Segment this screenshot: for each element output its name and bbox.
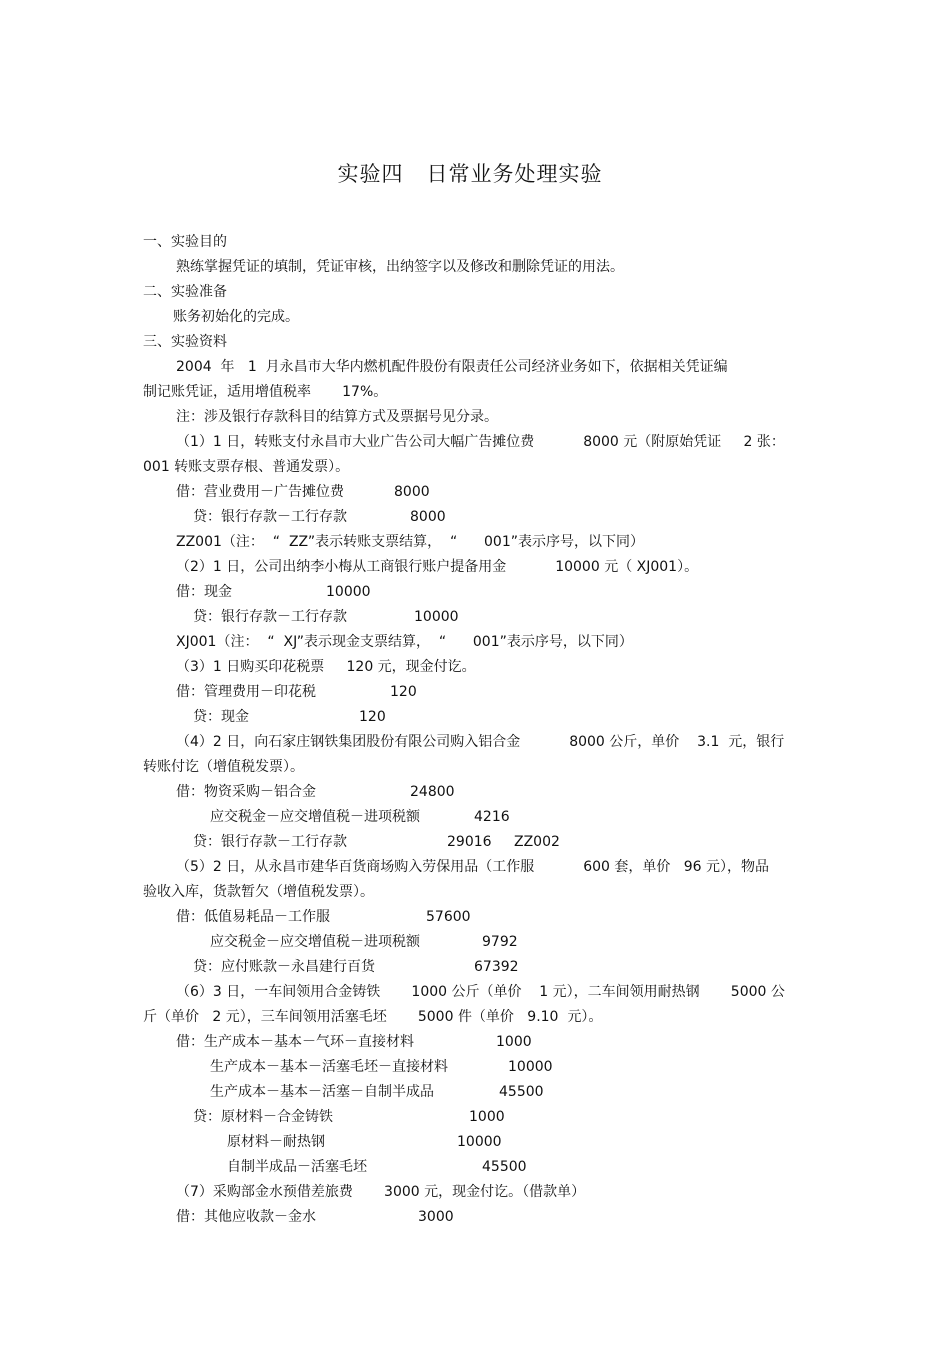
item-6-credit3-label: 自制半成品－活塞毛坯 [227, 1159, 367, 1175]
item-4-debit-label: 借：物资采购－铝合金 [176, 784, 316, 800]
item-4-credit-label: 贷：银行存款－工行存款 [193, 834, 347, 850]
page-title: 实验四 日常业务处理实验 [337, 162, 603, 186]
intro-note: 注：涉及银行存款科目的结算方式及票据号见分录。 [176, 409, 498, 425]
item-3-debit-amount: 120 [390, 684, 417, 700]
item-2-reference: XJ001（注： “ XJ”表示现金支票结算， “ 001”表示序号，以下同） [176, 634, 633, 650]
item-5-debit2-label: 应交税金－应交增值税－进项税额 [210, 934, 420, 950]
item-5-debit-amount: 57600 [426, 909, 471, 925]
item-6-debit3-label: 生产成本－基本－活塞－自制半成品 [210, 1084, 434, 1100]
item-4-credit-reference: ZZ002 [514, 834, 560, 850]
item-1-debit-label: 借：营业费用－广告摊位费 [176, 484, 344, 500]
item-4-debit2-label: 应交税金－应交增值税－进项税额 [210, 809, 420, 825]
item-7-debit-amount: 3000 [418, 1209, 454, 1225]
item-6-debit2-amount: 10000 [508, 1059, 553, 1075]
item-5-credit-amount: 67392 [474, 959, 519, 975]
item-6-debit2-label: 生产成本－基本－活塞毛坯－直接材料 [210, 1059, 448, 1075]
item-4-credit-amount: 29016 [447, 834, 492, 850]
item-6-credit2-label: 原材料－耐热钢 [227, 1134, 325, 1150]
item-5-debit2-amount: 9792 [482, 934, 518, 950]
section-heading-preparation: 二、实验准备 [143, 284, 227, 300]
item-6-credit2-amount: 10000 [457, 1134, 502, 1150]
item-2-line-1: （2）1 日，公司出纳李小梅从工商银行账户提备用金 10000 元（ XJ001）。 [176, 559, 699, 575]
item-7-line-1: （7）采购部金水预借差旅费 3000 元，现金付讫。（借款单） [176, 1184, 586, 1200]
intro-line-2: 制记账凭证，适用增值税率 17%。 [143, 384, 388, 400]
item-4-debit-amount: 24800 [410, 784, 455, 800]
item-2-debit-amount: 10000 [326, 584, 371, 600]
section-body-preparation: 账务初始化的完成。 [173, 309, 299, 325]
item-6-credit3-amount: 45500 [482, 1159, 527, 1175]
section-body-purpose: 熟练掌握凭证的填制，凭证审核，出纳签字以及修改和删除凭证的用法。 [176, 259, 624, 275]
item-1-credit-amount: 8000 [410, 509, 446, 525]
item-6-credit-label: 贷：原材料－合金铸铁 [193, 1109, 333, 1125]
intro-line-1: 2004 年 1 月永昌市大华内燃机配件股份有限责任公司经济业务如下，依据相关凭证编 [176, 359, 728, 375]
section-heading-materials: 三、实验资料 [143, 334, 227, 350]
item-3-credit-label: 贷：现金 [193, 709, 249, 725]
item-6-debit-label: 借：生产成本－基本－气环－直接材料 [176, 1034, 414, 1050]
item-6-debit3-amount: 45500 [499, 1084, 544, 1100]
item-1-credit-label: 贷：银行存款－工行存款 [193, 509, 347, 525]
item-3-debit-label: 借：管理费用－印花税 [176, 684, 316, 700]
item-1-line-2: 001 转账支票存根、普通发票）。 [143, 459, 350, 475]
item-6-line-2: 斤（单价 2 元），三车间领用活塞毛坯 5000 件（单价 9.10 元）。 [143, 1009, 603, 1025]
item-2-credit-label: 贷：银行存款－工行存款 [193, 609, 347, 625]
item-3-line-1: （3）1 日购买印花税票 120 元，现金付讫。 [176, 659, 476, 675]
item-6-credit-amount: 1000 [469, 1109, 505, 1125]
item-3-credit-amount: 120 [359, 709, 386, 725]
item-4-line-1: （4）2 日，向石家庄钢铁集团股份有限公司购入铝合金 8000 公斤，单价 3.1 元，银行 [176, 734, 785, 750]
item-5-debit-label: 借：低值易耗品－工作服 [176, 909, 330, 925]
item-5-line-1: （5）2 日，从永昌市建华百货商场购入劳保用品（工作服 600 套，单价 96 元），物品 [176, 859, 770, 875]
item-2-credit-amount: 10000 [414, 609, 459, 625]
item-1-line-1: （1）1 日，转账支付永昌市大业广告公司大幅广告摊位费 8000 元（附原始凭证 2 张： [176, 434, 785, 450]
item-4-debit2-amount: 4216 [474, 809, 510, 825]
item-7-debit-label: 借：其他应收款－金水 [176, 1209, 316, 1225]
item-4-line-2: 转账付讫（增值税发票）。 [143, 759, 304, 775]
item-1-reference: ZZ001（注： “ ZZ”表示转账支票结算， “ 001”表示序号，以下同） [176, 534, 644, 550]
item-6-debit-amount: 1000 [496, 1034, 532, 1050]
item-5-line-2: 验收入库，货款暂欠（增值税发票）。 [143, 884, 374, 900]
item-6-line-1: （6）3 日，一车间领用合金铸铁 1000 公斤（单价 1 元），二车间领用耐热钢 5000 公 [176, 984, 785, 1000]
item-2-debit-label: 借：现金 [176, 584, 232, 600]
item-5-credit-label: 贷：应付账款－永昌建行百货 [193, 959, 375, 975]
section-heading-purpose: 一、实验目的 [143, 234, 227, 250]
item-1-debit-amount: 8000 [394, 484, 430, 500]
